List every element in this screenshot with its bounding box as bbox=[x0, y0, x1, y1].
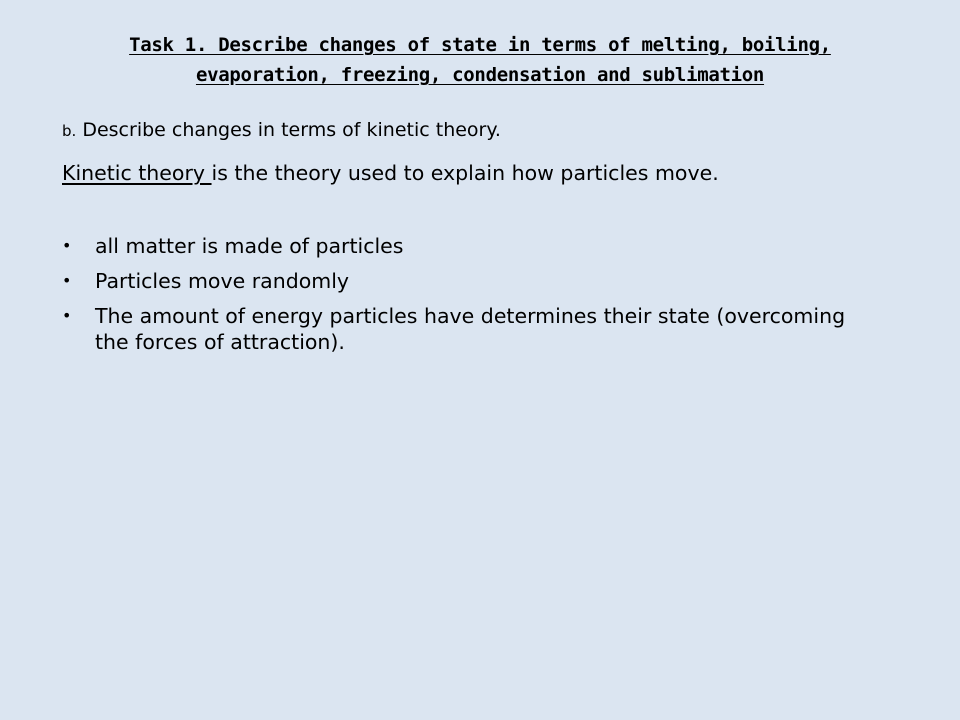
bullet-icon: • bbox=[62, 271, 72, 290]
subheading-text: Describe changes in terms of kinetic theory. bbox=[76, 119, 501, 141]
definition-term: Kinetic theory bbox=[62, 161, 212, 185]
title-line-1: Task 1. Describe changes of state in terms of melting, boiling, bbox=[129, 34, 831, 56]
list-item bbox=[62, 233, 882, 259]
slide-title bbox=[40, 30, 920, 90]
list-item bbox=[62, 303, 882, 355]
bullet-text: The amount of energy particles have determines their state (overcoming the forces of attraction). bbox=[95, 304, 846, 354]
bullet-text: all matter is made of particles bbox=[95, 234, 404, 258]
definition bbox=[62, 158, 719, 188]
bullet-text: Particles move randomly bbox=[95, 269, 350, 293]
definition-text: is the theory used to explain how particles move. bbox=[211, 161, 719, 185]
bullet-icon: • bbox=[62, 306, 72, 325]
list-item bbox=[62, 268, 882, 294]
subheading-prefix: b. bbox=[62, 122, 77, 140]
bullet-icon: • bbox=[62, 236, 72, 255]
title-line-2: evaporation, freezing, condensation and sublimation bbox=[195, 64, 765, 86]
bullet-list bbox=[62, 233, 882, 364]
subheading bbox=[62, 116, 501, 145]
